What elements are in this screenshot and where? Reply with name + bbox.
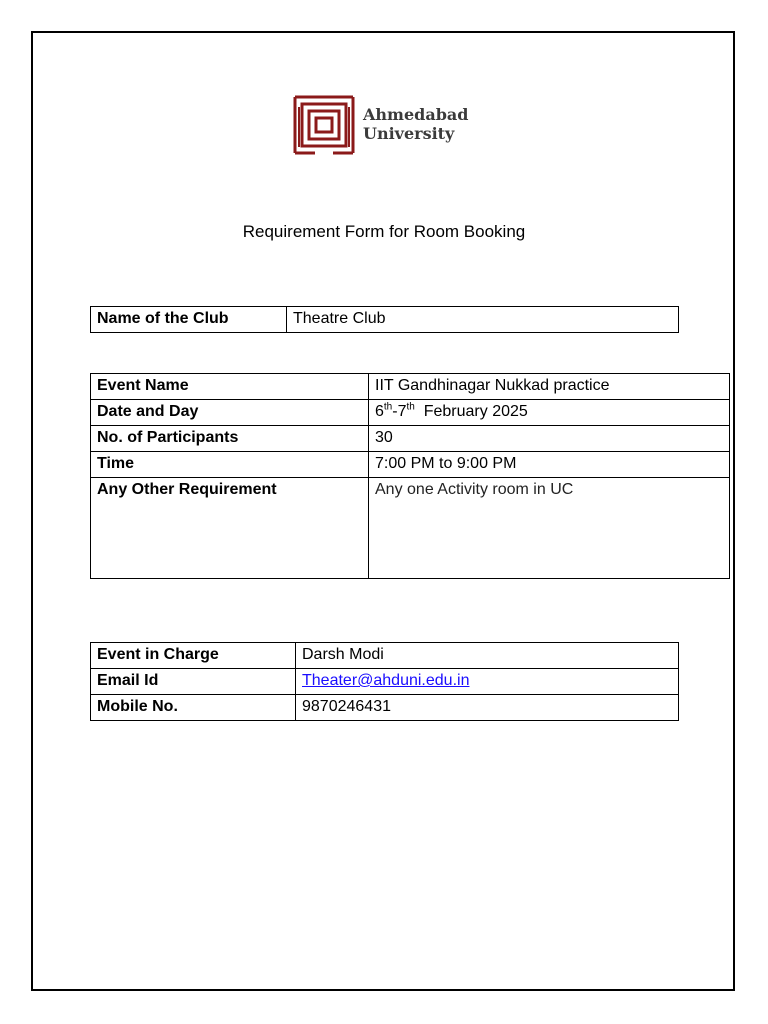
time-value: 7:00 PM to 9:00 PM xyxy=(369,452,730,478)
table-row xyxy=(91,669,679,695)
event-name-label: Event Name xyxy=(91,374,369,400)
logo-mark-icon xyxy=(293,93,355,157)
contact-table xyxy=(90,642,679,721)
club-label: Name of the Club xyxy=(91,307,287,333)
form-title: Requirement Form for Room Booking xyxy=(242,222,526,241)
other-requirement-value: Any one Activity room in UC xyxy=(369,478,730,579)
email-link[interactable]: Theater@ahduni.edu.in xyxy=(302,672,470,689)
club-table xyxy=(90,306,679,333)
table-row xyxy=(91,695,679,721)
participants-label: No. of Participants xyxy=(91,426,369,452)
university-logo xyxy=(293,93,493,157)
email-label: Email Id xyxy=(91,669,296,695)
mobile-value: 9870246431 xyxy=(296,695,679,721)
date-start: 6 xyxy=(375,403,384,420)
date-month-year: February 2025 xyxy=(423,403,528,420)
table-row xyxy=(91,307,679,333)
other-requirement-label: Any Other Requirement xyxy=(91,478,369,579)
table-row xyxy=(91,643,679,669)
time-label: Time xyxy=(91,452,369,478)
table-row xyxy=(91,400,730,426)
table-row xyxy=(91,478,730,579)
event-name-value: IIT Gandhinagar Nukkad practice xyxy=(369,374,730,400)
table-row xyxy=(91,426,730,452)
date-start-suffix: th xyxy=(383,401,393,413)
logo-text xyxy=(363,105,468,143)
date-end: -7 xyxy=(392,403,407,420)
event-table xyxy=(90,373,730,579)
date-value xyxy=(369,400,730,426)
in-charge-label: Event in Charge xyxy=(91,643,296,669)
mobile-label: Mobile No. xyxy=(91,695,296,721)
club-value: Theatre Club xyxy=(287,307,679,333)
date-label: Date and Day xyxy=(91,400,369,426)
email-cell xyxy=(296,669,679,695)
table-row xyxy=(91,374,730,400)
logo-line-1: Ahmedabad xyxy=(363,105,469,124)
in-charge-value: Darsh Modi xyxy=(296,643,679,669)
participants-value: 30 xyxy=(369,426,730,452)
table-row xyxy=(91,452,730,478)
logo-line-2: University xyxy=(363,124,455,143)
date-end-suffix: th xyxy=(406,401,415,413)
